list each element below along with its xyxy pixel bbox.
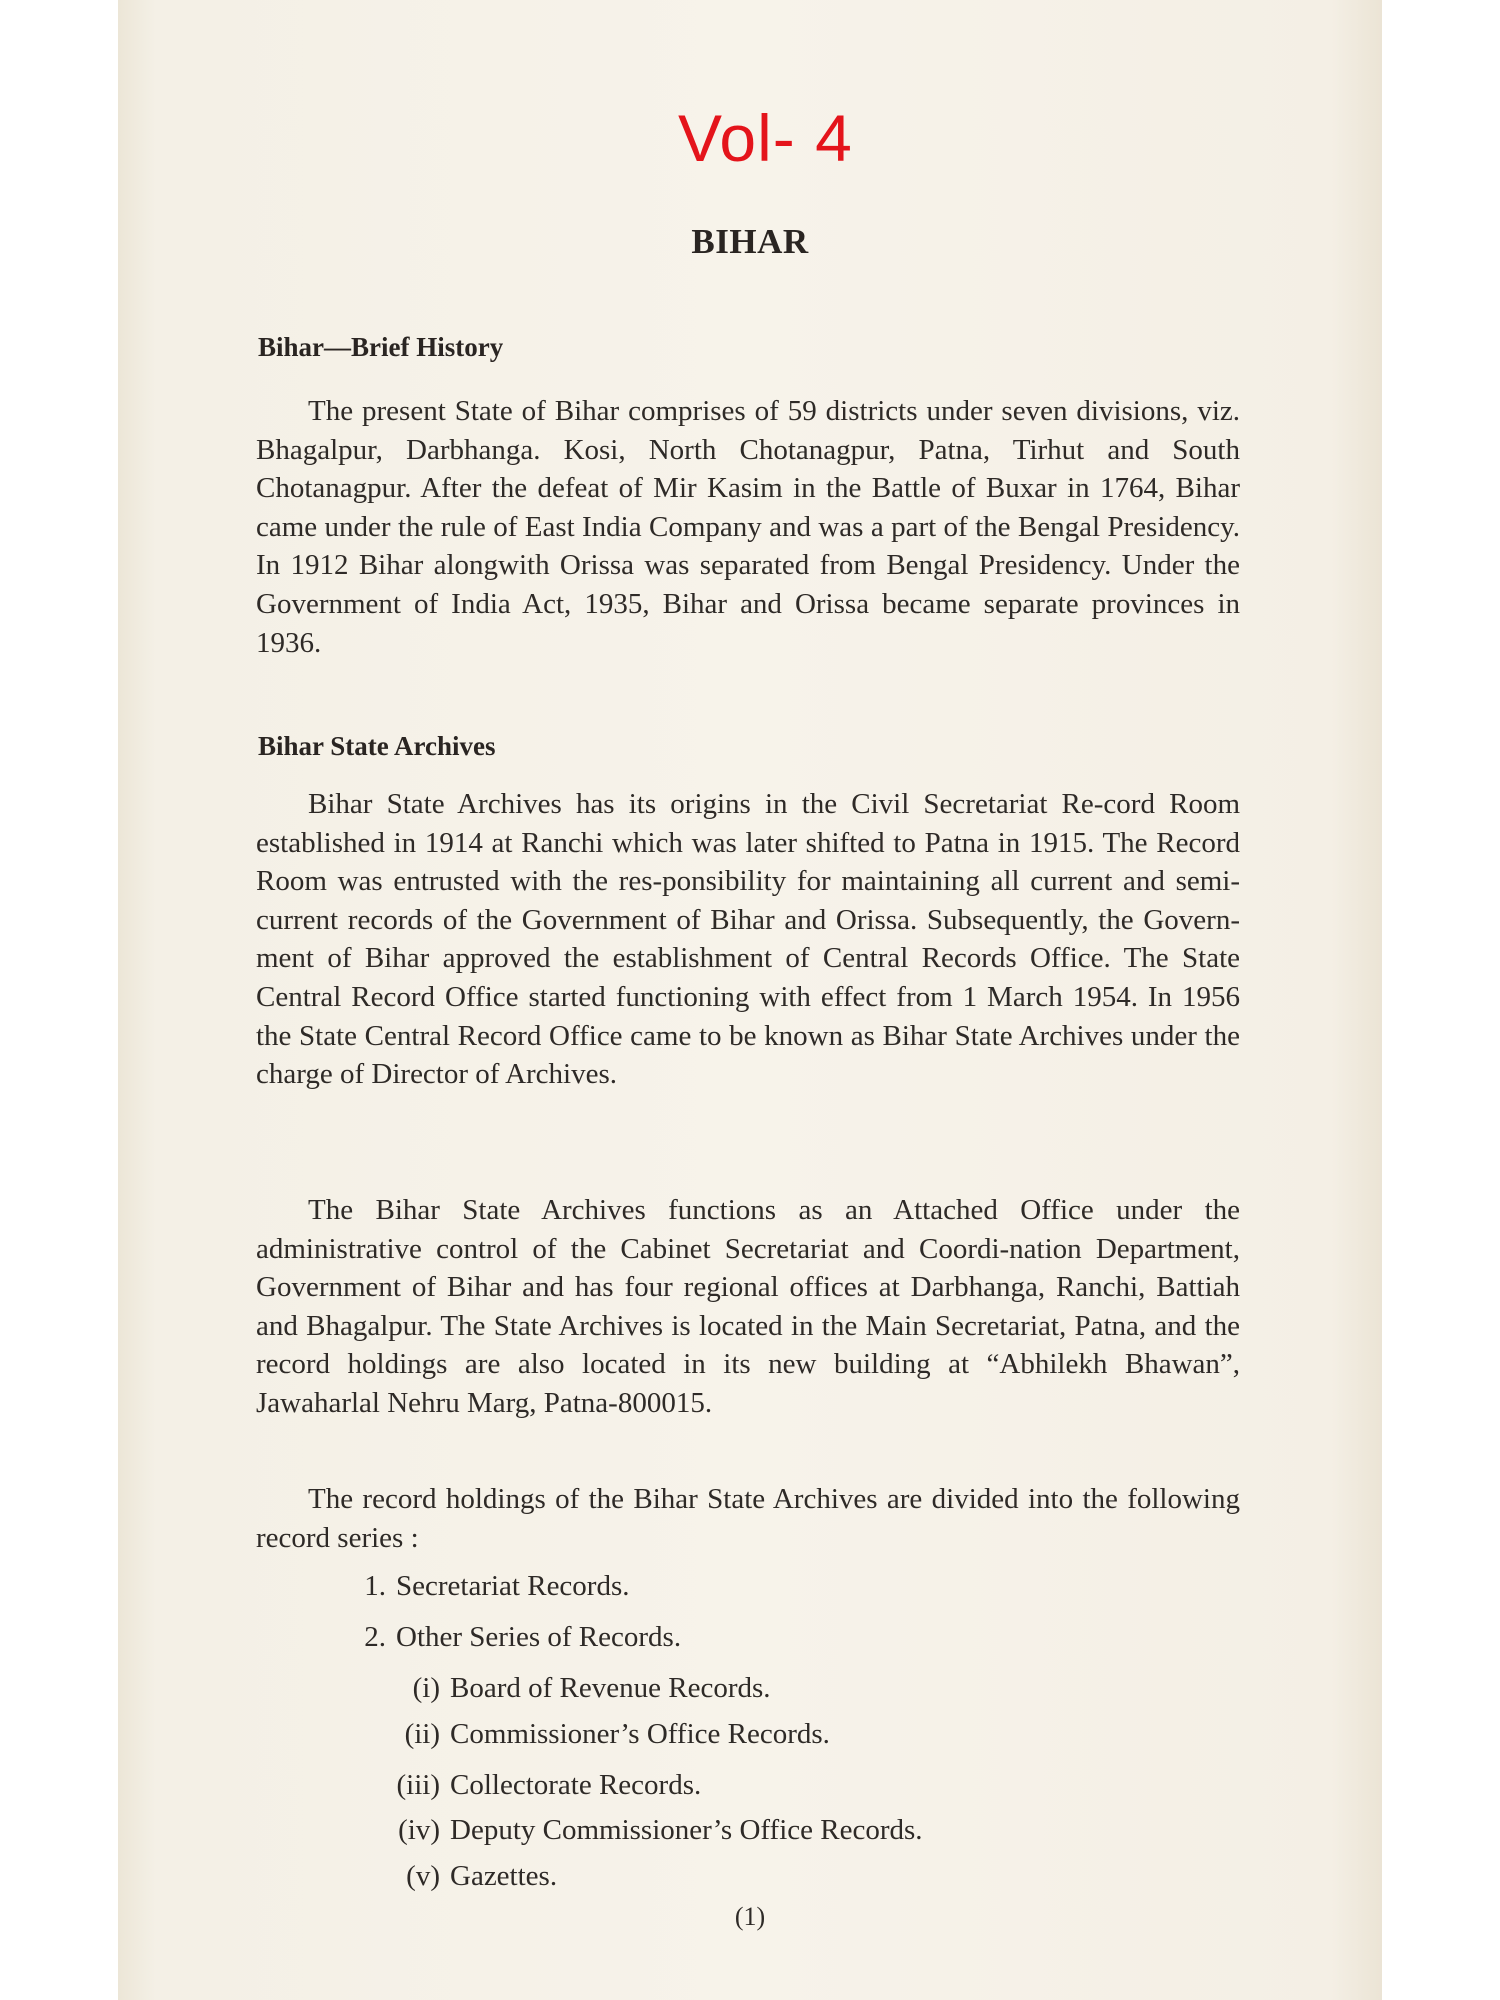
list-item-number: (iii) [396,1769,440,1801]
list-item-number: (v) [406,1860,440,1892]
list-item-text: Other Series of Records. [396,1621,682,1653]
list-item-number: 2. [364,1621,386,1653]
list-item [386,1860,557,1893]
volume-label: Vol- 4 [678,101,853,175]
list-item-number: (ii) [404,1718,440,1750]
list-item-number: 1. [364,1570,386,1602]
list-item-number: (i) [412,1672,440,1704]
list-item-text: Collectorate Records. [450,1769,702,1801]
list-item-text: Board of Revenue Records. [450,1672,771,1704]
list-item-text: Commissioner’s Office Records. [450,1718,830,1750]
list-item [386,1718,830,1751]
section-heading-state-archives: Bihar State Archives [258,731,496,761]
list-item [358,1621,681,1654]
paragraph-archives-origin: Bihar State Archives has its origins in the Civil Secretariat Re-cord Room established in 1914 at Ranchi which was later shifted to Patna in 1915. The Record Room was entrusted with the res-ponsibility for maintaining all current and semi-current records of the Government of Bihar and Orissa. Subsequently, the Govern-ment of Bihar approved the establishment of Central Records Office. The State Central Record Office started functioning with effect from 1 March 1954. In 1956 the State Central Record Office came to be known as Bihar State Archives under the charge of Director of Archives. [256,788,1240,1091]
section-heading-brief-history: Bihar—Brief History [258,332,504,362]
page-number: (1) [734,1902,766,1931]
list-item [386,1769,701,1802]
page-title: BIHAR [691,222,809,261]
list-item-text: Deputy Commissioner’s Office Records. [450,1814,923,1846]
paragraph-record-holdings: The record holdings of the Bihar State Archives are divided into the following record series : [256,1483,1240,1554]
list-item-text: Secretariat Records. [396,1570,630,1602]
list-item [358,1570,630,1603]
list-item [386,1672,771,1705]
list-item [386,1814,923,1847]
list-item-text: Gazettes. [450,1860,558,1892]
paragraph-archives-office: The Bihar State Archives functions as an Attached Office under the administrative control of the Cabinet Secretariat and Coordi-nation Department, Government of Bihar and has four regional offices at Darbhanga, Ranchi, Battiah and Bhagalpur. The State Archives is located in the Main Secretariat, Patna, and the record holdings are also located in its new building at “Abhilekh Bhawan”, Jawaharlal Nehru Marg, Patna-800015. [256,1194,1240,1419]
paragraph-brief-history: The present State of Bihar comprises of 59 districts under seven divisions, viz. Bhagalpur, Darbhanga. Kosi, North Chotanagpur, Patna, Tirhut and South Chotanagpur. After the defeat of Mir Kasim in the Battle of Buxar in 1764, Bihar came under the rule of East India Company and was a part of the Bengal Presidency. In 1912 Bihar alongwith Orissa was separated from Bengal Presidency. Under the Government of India Act, 1935, Bihar and Orissa became separate provinces in 1936. [256,395,1240,659]
list-item-number: (iv) [398,1814,440,1846]
